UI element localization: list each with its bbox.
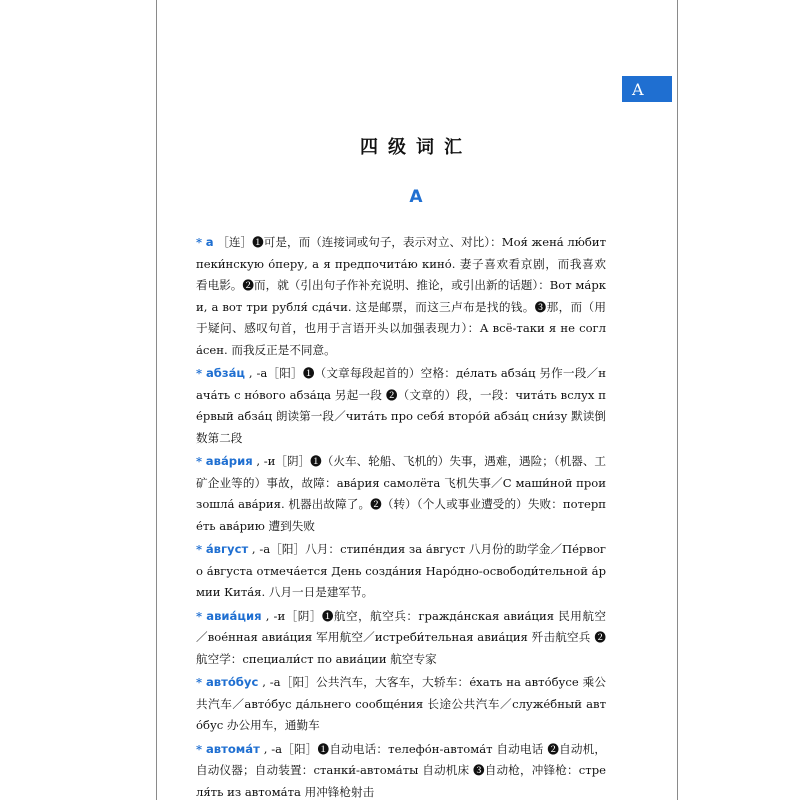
- headword: абза́ц: [205, 366, 246, 380]
- star-marker: *: [196, 675, 203, 689]
- star-marker: *: [196, 454, 203, 468]
- headword: авто́бус: [205, 675, 259, 689]
- page-title: 四级词汇: [360, 137, 472, 158]
- dictionary-entry: [196, 606, 606, 671]
- star-marker: *: [196, 366, 203, 380]
- headword: автома́т: [205, 741, 260, 756]
- star-marker: *: [196, 542, 203, 556]
- headword: а: [205, 235, 214, 249]
- entry-definition: , -и［阴］❶（火车、轮船、飞机的）失事，遇难，遇险；（机器、工矿企业等的）事故，故障：ава́рия самолёта 飞机失事／С маши́ной произошла́ ава́рия. 机器出故障了。❷（转）（个人或事业遭受的）失败：потерпе́ть ава́рию 遭到失败: [196, 454, 607, 533]
- star-marker: *: [196, 235, 203, 249]
- entry-definition: , -а［阳］公共汽车，大客车，大轿车：е́хать на авто́бусе 乘公共汽车／авто́бус да́льнего сообще́ния 长途公共汽车／служе́бный авто́бус 办公用车，通勤车: [196, 675, 606, 732]
- dictionary-entry: [196, 539, 606, 604]
- headword: а́вгуст: [205, 542, 249, 556]
- dictionary-entry: [196, 363, 606, 449]
- dictionary-entry: [196, 739, 606, 804]
- section-tab: A: [622, 76, 672, 102]
- entry-definition: , -и［阴］❶航空，航空兵：гражда́нская авиа́ция 民用航空／вое́нная авиа́ция 军用航空／истреби́тельная авиа́ция 歼击航空兵 ❷航空学：специали́ст по авиа́ции 航空专家: [196, 608, 607, 666]
- entry-definition: , -а［阳］❶自动电话：телефо́н-автома́т 自动电话 ❷自动机，自动仪器；自动装置：станки́-автома́ты 自动机床 ❸自动枪，冲锋枪：стреля́ть из автома́та 用冲锋枪射击: [196, 741, 607, 799]
- section-letter-heading: A: [409, 187, 423, 207]
- star-marker: *: [196, 741, 203, 756]
- dictionary-entry: [196, 232, 606, 361]
- star-marker: *: [196, 608, 203, 623]
- entry-definition: , -а［阳］❶（文章每段起首的）空格：де́лать абза́ц 另作一段／нача́ть с но́вого абза́ца 另起一段 ❷（文章的）段，一段：чита́ть вслух пе́рвый абза́ц 朗读第一段／чита́ть про себя́ второ́й абза́ц сни́зу 默读倒数第二段: [196, 366, 606, 445]
- dictionary-entry: [196, 451, 606, 537]
- headword: авиа́ция: [206, 608, 262, 623]
- entry-definition: ［连］❶可是，而（连接词或句子，表示对立、对比）：Моя́ жена́ лю́бит пеки́нскую о́перу, а я предпочита́ю кино́. 妻子喜欢看京剧，而我喜欢看电影。❷而，就（引出句子作补充说明、推论，或引出新的话题）：Вот ма́рки, а вот три рубля́ сда́чи. 这是邮票，而这三卢布是找的钱。❸那，而（用于疑问、感叹句首，也用于言语开头以加强表现力）：А всё-таки я не согла́сен. 而我反正是不同意。: [196, 235, 607, 357]
- dictionary-entry: [196, 672, 606, 737]
- entry-definition: , -а［阳］八月：стипе́ндия за а́вгуст 八月份的助学金／Пе́рвого а́вгуста отмеча́ется День созда́ния Наро́дно-освободи́тельной а́рмии Кита́я. 八月一日是建军节。: [196, 542, 606, 599]
- entry-list: [196, 232, 606, 805]
- headword: ава́рия: [205, 454, 253, 468]
